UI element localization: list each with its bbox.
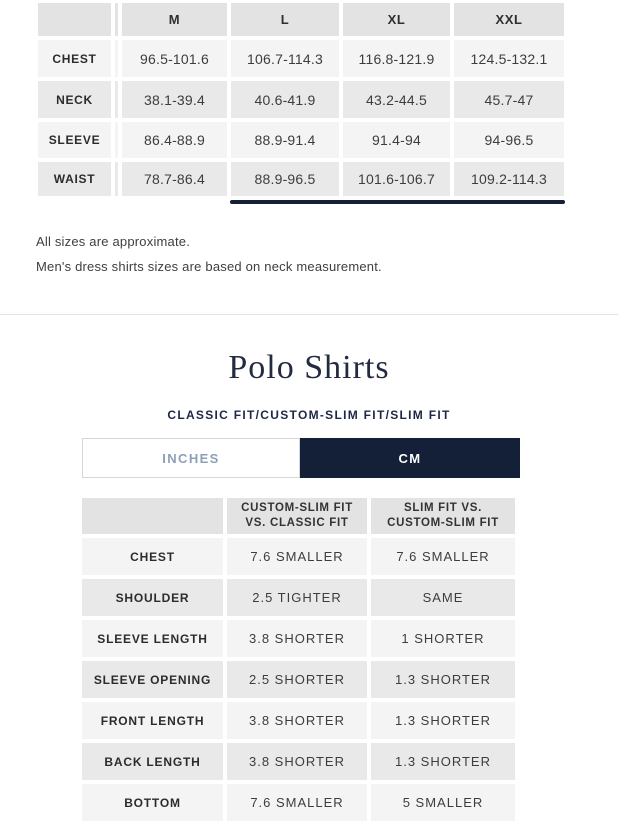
fit-cell: 7.6 SMALLER xyxy=(227,784,367,821)
fit-column-header-custom-slim xyxy=(227,498,367,534)
row-label-chest: CHEST xyxy=(38,40,111,77)
scrolled-column-sliver xyxy=(115,40,118,77)
fit-cell: SAME xyxy=(371,579,515,616)
section-title: Polo Shirts xyxy=(228,349,390,386)
size-table-notes xyxy=(36,229,382,279)
measurement-cell: 78.7-86.4 xyxy=(122,162,227,196)
fit-row-label-shoulder: SHOULDER xyxy=(82,579,223,616)
measurement-cell: 91.4-94 xyxy=(343,122,450,158)
fit-row-label-back-length: BACK LENGTH xyxy=(82,743,223,780)
measurement-cell: 106.7-114.3 xyxy=(231,40,339,77)
row-label-neck: NECK xyxy=(38,81,111,118)
note-neck-measurement: Men's dress shirts sizes are based on neck measurement. xyxy=(36,259,382,274)
fit-column-header-slim xyxy=(371,498,515,534)
measurement-cell: 43.2-44.5 xyxy=(343,81,450,118)
fit-cell: 3.8 SHORTER xyxy=(227,743,367,780)
fit-cell: 2.5 SHORTER xyxy=(227,661,367,698)
measurement-cell: 94-96.5 xyxy=(454,122,564,158)
fit-cell: 1.3 SHORTER xyxy=(371,743,515,780)
unit-toggle xyxy=(82,438,520,478)
measurement-cell: 88.9-96.5 xyxy=(231,162,339,196)
size-column-header-m: M xyxy=(122,3,227,36)
size-column-header-xxl: XXL xyxy=(454,3,564,36)
size-table-corner-cell xyxy=(38,3,111,36)
fit-table-corner-cell xyxy=(82,498,223,534)
scrolled-column-sliver xyxy=(115,3,118,36)
scrolled-column-sliver xyxy=(115,162,118,196)
cm-toggle-button[interactable]: CM xyxy=(300,438,520,478)
fit-header-line: VS. CLASSIC FIT xyxy=(245,517,349,529)
row-label-sleeve: SLEEVE xyxy=(38,122,111,158)
fit-row-label-chest: CHEST xyxy=(82,538,223,575)
fit-cell: 5 SMALLER xyxy=(371,784,515,821)
fit-cell: 2.5 TIGHTER xyxy=(227,579,367,616)
measurement-cell: 86.4-88.9 xyxy=(122,122,227,158)
fit-row-label-bottom: BOTTOM xyxy=(82,784,223,821)
size-table-horizontal-scrollbar[interactable] xyxy=(230,200,565,204)
note-approximate: All sizes are approximate. xyxy=(36,234,191,249)
measurement-cell: 116.8-121.9 xyxy=(343,40,450,77)
section-subtitle: CLASSIC FIT/CUSTOM-SLIM FIT/SLIM FIT xyxy=(167,408,451,422)
measurement-cell: 101.6-106.7 xyxy=(343,162,450,196)
row-label-waist: WAIST xyxy=(38,162,111,196)
fit-row-label-sleeve-length: SLEEVE LENGTH xyxy=(82,620,223,657)
measurement-cell: 38.1-39.4 xyxy=(122,81,227,118)
fit-cell: 1 SHORTER xyxy=(371,620,515,657)
fit-cell: 7.6 SMALLER xyxy=(227,538,367,575)
fit-row-label-sleeve-opening: SLEEVE OPENING xyxy=(82,661,223,698)
fit-cell: 3.8 SHORTER xyxy=(227,702,367,739)
inches-toggle-button[interactable]: INCHES xyxy=(82,438,300,478)
fit-row-label-front-length: FRONT LENGTH xyxy=(82,702,223,739)
fit-cell: 7.6 SMALLER xyxy=(371,538,515,575)
fit-comparison-table xyxy=(82,498,515,821)
measurement-cell: 96.5-101.6 xyxy=(122,40,227,77)
fit-cell: 1.3 SHORTER xyxy=(371,702,515,739)
fit-header-line: SLIM FIT VS. xyxy=(403,502,483,514)
measurement-cell: 124.5-132.1 xyxy=(454,40,564,77)
scrolled-column-sliver xyxy=(115,122,118,158)
fit-cell: 3.8 SHORTER xyxy=(227,620,367,657)
measurement-cell: 88.9-91.4 xyxy=(231,122,339,158)
fit-cell: 1.3 SHORTER xyxy=(371,661,515,698)
measurement-cell: 40.6-41.9 xyxy=(231,81,339,118)
fit-header-line: CUSTOM-SLIM FIT xyxy=(241,502,353,514)
size-measurement-table xyxy=(38,3,564,196)
measurement-cell: 45.7-47 xyxy=(454,81,564,118)
section-divider xyxy=(0,314,618,315)
size-column-header-xl: XL xyxy=(343,3,450,36)
measurement-cell: 109.2-114.3 xyxy=(454,162,564,196)
size-column-header-l: L xyxy=(231,3,339,36)
fit-header-line: CUSTOM-SLIM FIT xyxy=(387,517,499,529)
scrolled-column-sliver xyxy=(115,81,118,118)
